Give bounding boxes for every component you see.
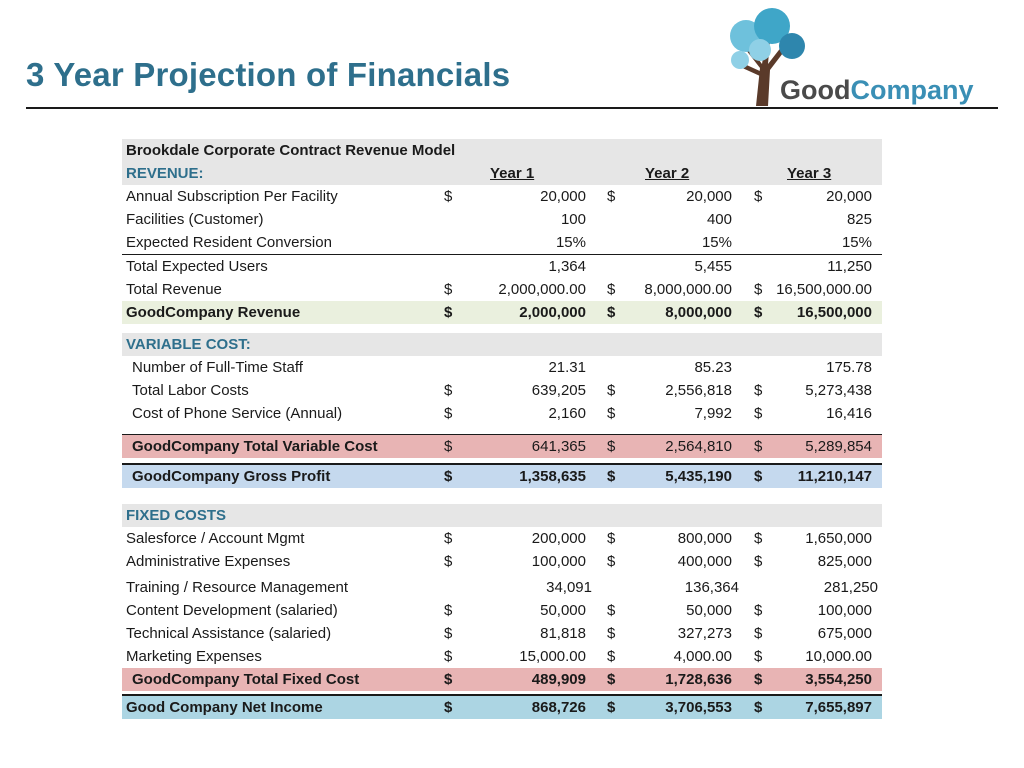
year-1-value: 2,000,000.00 [498,281,586,298]
gross-profit-row [122,463,882,488]
year-2-value: 2,564,810 [665,438,732,455]
year-1-value: 639,205 [531,382,586,399]
dollar-sign: $ [444,188,453,205]
year-1-value: 34,091 [546,579,592,596]
year-3-value: 3,554,250 [805,671,872,688]
dollar-sign: $ [607,438,616,455]
year-3-value: 15% [841,234,872,251]
table-title: Brookdale Corporate Contract Revenue Model [126,142,456,159]
year-3-value: 16,500,000 [796,304,872,321]
year-1-value: 81,818 [540,625,586,642]
dollar-sign: $ [444,671,453,688]
fixed-cost-total-row [122,668,882,691]
dollar-sign: $ [754,553,763,570]
row-label: Content Development (salaried) [126,602,338,619]
dollar-sign: $ [607,602,616,619]
table-row [122,185,882,208]
year-2-value: 20,000 [686,188,732,205]
slide-title: 3 Year Projection of Financials [26,56,511,93]
row-label: Salesforce / Account Mgmt [126,530,305,547]
dollar-sign: $ [444,468,453,485]
dollar-sign: $ [754,188,763,205]
table-row [122,208,882,231]
year-3-value: 11,250 [827,258,872,275]
year-2-value: 2,556,818 [665,382,732,399]
dollar-sign: $ [444,281,453,298]
revenue-header-row [122,162,882,185]
row-label: Total Expected Users [126,258,268,275]
goodcompany-logo [716,6,1016,106]
dollar-sign: $ [444,382,453,399]
dollar-sign: $ [607,671,616,688]
year-3-value: 16,416 [826,405,872,422]
dollar-sign: $ [444,530,453,547]
dollar-sign: $ [444,304,453,321]
year-1-value: 100,000 [531,553,586,570]
dollar-sign: $ [444,648,453,665]
row-label: Administrative Expenses [126,553,291,570]
row-label: GoodCompany Total Variable Cost [132,438,378,455]
year-2-value: 327,273 [677,625,732,642]
table-row [122,379,882,402]
revenue-section-header: REVENUE: [126,165,204,182]
year-1-value: 21.31 [548,359,586,376]
dollar-sign: $ [444,405,453,422]
dollar-sign: $ [754,382,763,399]
dollar-sign: $ [444,699,453,716]
year-2-value: 1,728,636 [665,671,732,688]
dollar-sign: $ [444,625,453,642]
table-row [122,278,882,301]
revenue-total-row [122,301,882,324]
year-2-value: 8,000,000 [665,304,732,321]
year-2-value: 4,000.00 [673,648,732,665]
row-label: GoodCompany Total Fixed Cost [132,671,360,688]
year-2-value: 800,000 [677,530,732,547]
year-1-value: 1,358,635 [519,468,586,485]
year-3-value: 7,655,897 [805,699,872,716]
dollar-sign: $ [754,281,763,298]
dollar-sign: $ [754,438,763,455]
year-3-header: Year 3 [787,165,832,182]
dollar-sign: $ [754,602,763,619]
table-row [122,622,882,645]
year-1-value: 15,000.00 [519,648,586,665]
table-row [122,356,882,379]
dollar-sign: $ [754,304,763,321]
year-1-value: 641,365 [531,438,586,455]
year-1-value: 868,726 [531,699,586,716]
year-1-value: 1,364 [548,258,586,275]
financial-projection-table [122,139,882,719]
year-3-value: 825,000 [817,553,872,570]
dollar-sign: $ [607,648,616,665]
year-1-value: 489,909 [531,671,586,688]
dollar-sign: $ [607,553,616,570]
row-label: Technical Assistance (salaried) [126,625,332,642]
year-1-value: 15% [555,234,586,251]
year-2-value: 400,000 [677,553,732,570]
year-3-value: 5,273,438 [805,382,872,399]
row-label: GoodCompany Revenue [126,304,301,321]
title-divider [26,107,998,109]
variable-cost-total-row [122,434,882,458]
row-label: Total Labor Costs [132,382,249,399]
table-row [122,231,882,255]
net-income-row [122,694,882,719]
year-1-value: 50,000 [540,602,586,619]
table-row [122,255,882,278]
year-2-value: 50,000 [686,602,732,619]
year-2-value: 5,455 [694,258,732,275]
dollar-sign: $ [607,281,616,298]
row-label: Training / Resource Management [126,579,349,596]
fixed-costs-header-row [122,504,882,527]
row-label: Cost of Phone Service (Annual) [132,405,343,422]
year-3-value: 5,289,854 [805,438,872,455]
logo-word-good: Good [780,75,851,105]
year-3-value: 825 [846,211,872,228]
dollar-sign: $ [607,530,616,547]
dollar-sign: $ [754,468,763,485]
year-1-header: Year 1 [490,165,535,182]
year-1-value: 2,160 [548,405,586,422]
dollar-sign: $ [607,625,616,642]
year-2-value: 5,435,190 [665,468,732,485]
row-label: Expected Resident Conversion [126,234,332,251]
table-row [122,550,882,573]
year-2-header: Year 2 [645,165,690,182]
year-3-value: 10,000.00 [805,648,872,665]
year-3-value: 675,000 [817,625,872,642]
fixed-costs-section-header: FIXED COSTS [126,507,227,524]
dollar-sign: $ [754,625,763,642]
year-3-value: 100,000 [817,602,872,619]
table-row [122,576,882,599]
year-2-value: 136,364 [684,579,739,596]
dollar-sign: $ [754,671,763,688]
year-2-value: 15% [701,234,732,251]
dollar-sign: $ [444,602,453,619]
dollar-sign: $ [444,438,453,455]
dollar-sign: $ [754,530,763,547]
table-row [122,599,882,622]
table-title-row [122,139,882,162]
year-3-value: 175.78 [826,359,872,376]
row-label: Number of Full-Time Staff [132,359,303,376]
row-label: Annual Subscription Per Facility [126,188,338,205]
variable-cost-header-row [122,333,882,356]
row-label: Total Revenue [126,281,222,298]
year-2-value: 400 [706,211,732,228]
dollar-sign: $ [607,699,616,716]
dollar-sign: $ [754,648,763,665]
year-2-value: 3,706,553 [665,699,732,716]
year-2-value: 8,000,000.00 [644,281,732,298]
year-1-value: 100 [560,211,586,228]
table-row [122,527,882,550]
variable-cost-section-header: VARIABLE COST: [126,336,251,353]
row-label: Marketing Expenses [126,648,262,665]
year-3-value: 11,210,147 [797,468,872,485]
year-2-value: 85.23 [694,359,732,376]
dollar-sign: $ [754,699,763,716]
year-1-value: 20,000 [540,188,586,205]
year-3-value: 1,650,000 [805,530,872,547]
year-3-value: 20,000 [826,188,872,205]
table-row [122,645,882,668]
logo-word-company: Company [850,75,974,105]
dollar-sign: $ [754,405,763,422]
dollar-sign: $ [607,304,616,321]
dollar-sign: $ [607,405,616,422]
row-label: Good Company Net Income [126,699,323,716]
logo-wordmark [780,75,974,106]
dollar-sign: $ [444,553,453,570]
dollar-sign: $ [607,188,616,205]
dollar-sign: $ [607,468,616,485]
year-1-value: 2,000,000 [519,304,586,321]
year-3-value: 16,500,000.00 [776,281,872,298]
year-2-value: 7,992 [694,405,732,422]
year-1-value: 200,000 [531,530,586,547]
row-label: Facilities (Customer) [126,211,264,228]
row-label: GoodCompany Gross Profit [132,468,331,485]
table-row [122,402,882,425]
dollar-sign: $ [607,382,616,399]
year-3-value: 281,250 [823,579,878,596]
